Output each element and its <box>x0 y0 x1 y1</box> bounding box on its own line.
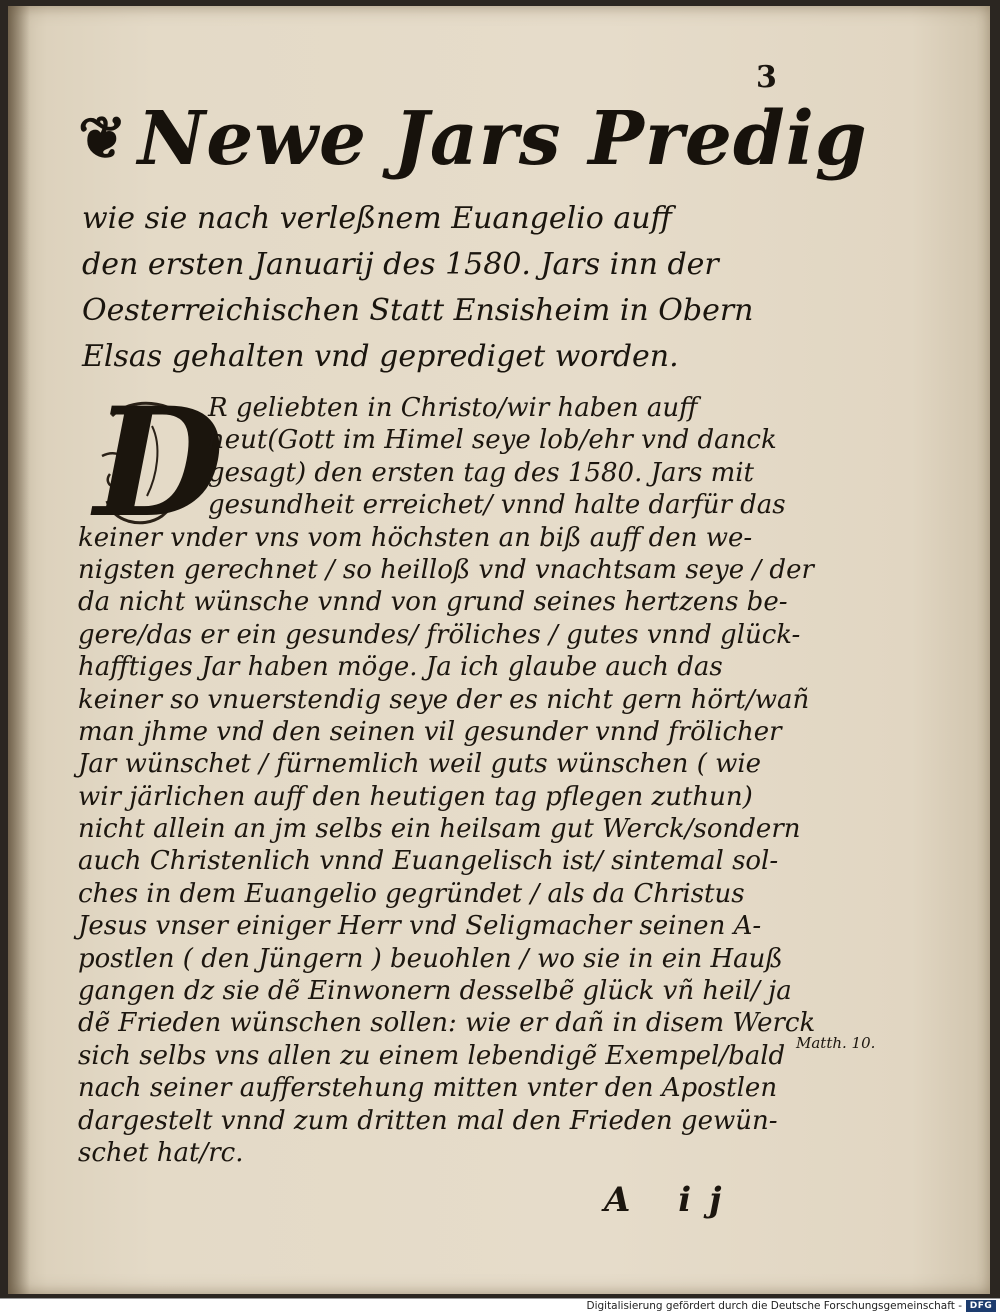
subtitle-line: Elsas gehalten vnd geprediget worden. <box>82 339 679 374</box>
body-line: auch Christenlich vnnd Euangelisch ist/ sintemal sol- <box>78 846 779 877</box>
subtitle-line: Oesterreichischen Statt Ensisheim in Obern <box>82 293 754 328</box>
body-line: dargestelt vnnd zum dritten mal den Frieden gewün- <box>78 1105 778 1136</box>
dfg-logo[interactable]: DFG <box>966 1300 996 1312</box>
body-line: nicht allein an jm selbs ein heilsam gut Werck/sondern <box>78 814 801 845</box>
drop-cap-initial: D <box>94 375 225 551</box>
body-line: keiner so vnuerstendig seye der es nicht gern hört/wañ <box>78 684 810 715</box>
body-line: gesagt) den ersten tag des 1580. Jars mit <box>208 457 754 488</box>
body-line: wir järlichen auff den heutigen tag pflegen zuthun) <box>78 781 753 812</box>
body-line: gesundheit erreichet/ vnnd halte darfür das <box>208 490 786 521</box>
body-line: sich selbs vns allen zu einem lebendigẽ Exempel/bald <box>78 1040 786 1071</box>
body-line: ches in dem Euangelio gegründet / als da Christus <box>78 878 745 909</box>
body-line: hafftiges Jar haben möge. Ja ich glaube auch das <box>78 652 723 683</box>
body-line: Jar wünschet / fürnemlich weil guts wünschen ( wie <box>78 749 762 780</box>
subtitle-block <box>82 196 812 380</box>
subtitle-line: wie sie nach verleßnem Euangelio auff <box>82 201 672 236</box>
sermon-body-text <box>78 375 816 1169</box>
body-line: R geliebten in Christo/wir haben auff <box>208 393 698 423</box>
body-line: gere/das er ein gesundes/ fröliches / gutes vnnd glück- <box>78 619 801 650</box>
body-line: man jhme vnd den seinen vil gesunder vnnd frölicher <box>78 716 782 747</box>
body-line: Jesus vnser einiger Herr vnd Seligmacher seinen A- <box>78 911 762 942</box>
body-line: dẽ Frieden wünschen sollen: wie er dañ in disem Werck <box>78 1008 816 1039</box>
body-line: heut(Gott im Himel seye lob/ehr vnd danck <box>208 425 777 456</box>
page-gutter-shadow <box>8 6 30 1294</box>
fleuron-icon: ❦ <box>78 104 128 172</box>
body-line: schet hat/rc. <box>78 1137 244 1168</box>
body-line: nigsten gerechnet / so heilloß vnd vnachtsam seye / der <box>78 554 814 585</box>
body-line: gangen dz sie dẽ Einwonern desselbẽ glück vñ heil/ ja <box>78 976 792 1007</box>
footer-credit: Digitalisierung gefördert durch die Deutsche Forschungsgemeinschaft - <box>586 1300 962 1312</box>
page-title <box>78 88 868 189</box>
subtitle-line: den ersten Januarij des 1580. Jars inn der <box>82 247 719 282</box>
body-line: nach seiner aufferstehung mitten vnter den Apostlen <box>78 1073 778 1104</box>
margin-reference: Matth. 10. <box>796 1034 876 1052</box>
body-line: da nicht wünsche vnnd von grund seines hertzens be- <box>78 587 788 618</box>
body-line: postlen ( den Jüngern ) beuohlen / wo sie in ein Hauß <box>78 943 783 974</box>
body-line: keiner vnder vns vom höchsten an biß auff den we- <box>78 522 753 553</box>
folio-number: 3 <box>756 60 777 95</box>
signature-mark: A ij <box>604 1180 740 1220</box>
title-text: Newe Jars Predig <box>137 96 868 182</box>
